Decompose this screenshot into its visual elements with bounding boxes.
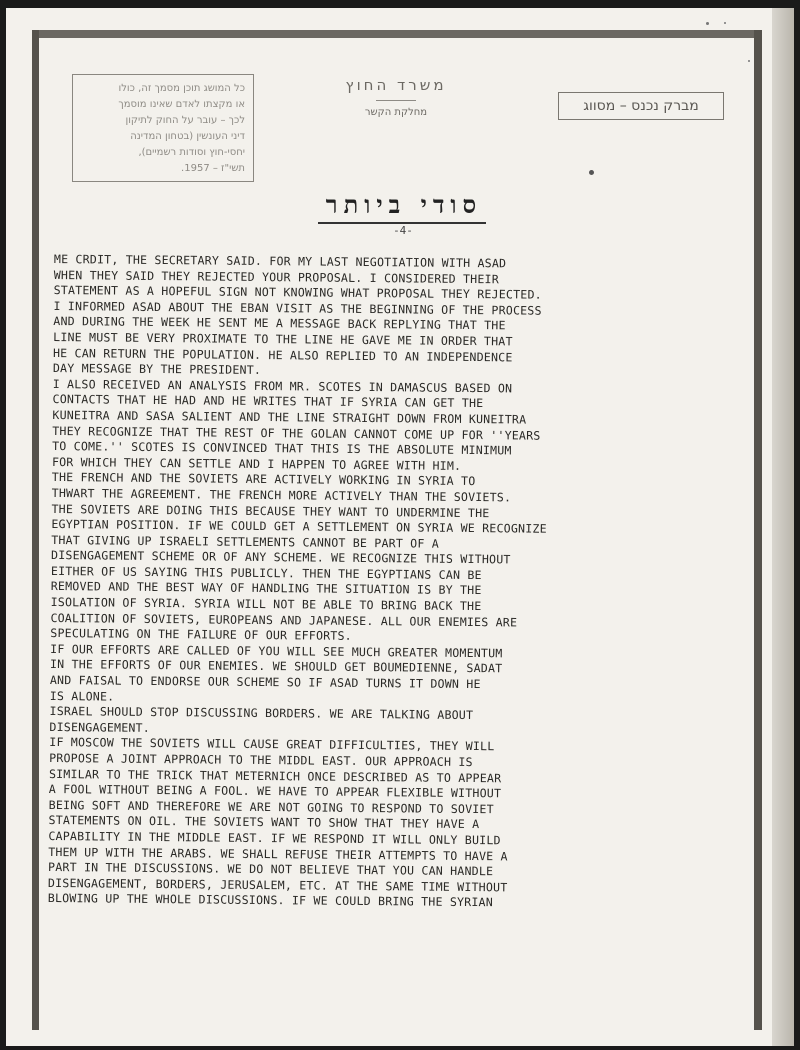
classification-heading: סודי ביותר xyxy=(325,190,483,219)
body-line: I ALSO RECEIVED AN ANALYSIS FROM MR. SCOTES IN DAMASCUS BASED ON xyxy=(52,376,513,396)
body-line: SIMILAR TO THE TRICK THAT METERNICH ONCE DESCRIBED AS TO APPEAR xyxy=(48,766,502,785)
body-line: REMOVED AND THE BEST WAY OF HANDLING THE SITUATION IS BY THE xyxy=(50,579,482,598)
stamp-line: דיני העונשין (בטחון המדינה xyxy=(130,131,245,142)
body-line: THEM UP WITH THE ARABS. WE SHALL REFUSE THEIR ATTEMPTS TO HAVE A xyxy=(48,844,508,863)
scan-speck xyxy=(748,60,750,62)
scan-speck xyxy=(706,22,709,25)
body-line: AND DURING THE WEEK HE SENT ME A MESSAGE BACK REPLYING THAT THE xyxy=(53,314,506,333)
stamp-line: יחסי-חוץ וסודות רשמיים), xyxy=(138,147,245,158)
body-line: FOR WHICH THEY CAN SETTLE AND I HAPPEN TO AGREE WITH HIM. xyxy=(51,454,462,473)
body-line: ISOLATION OF SYRIA. SYRIA WILL NOT BE ABLE TO BRING BACK THE xyxy=(50,595,482,614)
body-line: BEING SOFT AND THEREFORE WE ARE NOT GOING TO RESPOND TO SOVIET xyxy=(48,797,494,817)
letterhead-divider xyxy=(376,100,416,101)
legal-warning-stamp xyxy=(72,74,254,182)
document-page xyxy=(6,8,794,1046)
body-line: HE CAN RETURN THE POPULATION. HE ALSO REPLIED TO AN INDEPENDENCE xyxy=(52,345,513,364)
body-line: I INFORMED ASAD ABOUT THE EBAN VISIT AS THE BEGINNING OF THE PROCESS xyxy=(53,298,542,318)
body-line: AND FAISAL TO ENDORSE OUR SCHEME SO IF ASAD TURNS IT DOWN HE xyxy=(49,673,481,692)
stamp-line: תשי"ז – 1957. xyxy=(181,163,245,174)
body-line: DAY MESSAGE BY THE PRESIDENT. xyxy=(52,361,262,378)
page-edge xyxy=(772,8,794,1046)
body-line: STATEMENTS ON OIL. THE SOVIETS WANT TO SHOW THAT THEY HAVE A xyxy=(48,813,480,832)
page-number: -4- xyxy=(393,224,413,237)
stamp-line: או מקצתו לאדם שאינו מוסמך xyxy=(118,99,245,110)
body-line: DISENGAGEMENT SCHEME OR OF ANY SCHEME. WE RECOGNIZE THIS WITHOUT xyxy=(51,548,511,567)
telegram-type-label: מברק נכנס – מסווג xyxy=(558,92,724,120)
frame-left-border xyxy=(32,30,39,1030)
ministry-name: משרד החוץ xyxy=(345,76,447,94)
body-line: COALITION OF SOVIETS, EUROPEANS AND JAPANESE. ALL OUR ENEMIES ARE xyxy=(50,610,518,630)
body-line: ME CRDIT, THE SECRETARY SAID. FOR MY LAST NEGOTIATION WITH ASAD xyxy=(53,252,507,271)
body-line: THE FRENCH AND THE SOVIETS ARE ACTIVELY WORKING IN SYRIA TO xyxy=(51,470,476,489)
body-line: THE SOVIETS ARE DOING THIS BECAUSE THEY WANT TO UNDERMINE THE xyxy=(51,501,490,520)
telegram-body xyxy=(48,252,754,914)
body-line: IF OUR EFFORTS ARE CALLED OF YOU WILL SEE MUCH GREATER MOMENTUM xyxy=(50,641,503,661)
body-line: IS ALONE. xyxy=(49,688,115,704)
body-line: EITHER OF US SAYING THIS PUBLICLY. THEN THE EGYPTIANS CAN BE xyxy=(50,563,482,582)
scan-speck xyxy=(724,22,726,24)
body-line: CAPABILITY IN THE MIDDLE EAST. IF WE RESPOND IT WILL ONLY BUILD xyxy=(48,828,501,848)
body-line: ISRAEL SHOULD STOP DISCUSSING BORDERS. WE ARE TALKING ABOUT xyxy=(49,704,474,723)
body-line: TO COME.'' SCOTES IS CONVINCED THAT THIS IS THE ABSOLUTE MINIMUM xyxy=(52,439,512,458)
body-line: A FOOL WITHOUT BEING A FOOL. WE HAVE TO APPEAR FLEXIBLE WITHOUT xyxy=(48,782,502,801)
letterhead xyxy=(326,76,466,118)
body-line: THEY RECOGNIZE THAT THE REST OF THE GOLAN CANNOT COME UP FOR ''YEARS xyxy=(52,423,541,443)
body-line: EGYPTIAN POSITION. IF WE COULD GET A SETTLEMENT ON SYRIA WE RECOGNIZE xyxy=(51,517,547,536)
ministry-department: מחלקת הקשר xyxy=(364,107,428,118)
body-line: PROPOSE A JOINT APPROACH TO THE MIDDL EAST. OUR APPROACH IS xyxy=(49,750,473,770)
body-line: IF MOSCOW THE SOVIETS WILL CAUSE GREAT DIFFICULTIES, THEY WILL xyxy=(49,735,495,754)
stamp-line: כל המושג תוכן מסמך זה, כולו xyxy=(118,83,245,94)
body-line: WHEN THEY SAID THEY REJECTED YOUR PROPOSAL. I CONSIDERED THEIR xyxy=(53,267,500,286)
ink-dot xyxy=(589,170,594,175)
body-line: LINE MUST BE VERY PROXIMATE TO THE LINE HE GAVE ME IN ORDER THAT xyxy=(53,329,513,349)
body-line: CONTACTS THAT HE HAD AND HE WRITES THAT IF SYRIA CAN GET THE xyxy=(52,392,484,411)
stamp-line: לכך – עובר על החוק לתיקון xyxy=(125,115,245,126)
body-line: BLOWING UP THE WHOLE DISCUSSIONS. IF WE COULD BRING THE SYRIAN xyxy=(47,891,494,910)
body-line: DISENGAGEMENT, BORDERS, JERUSALEM, ETC. AT THE SAME TIME WITHOUT xyxy=(47,875,508,895)
body-line: KUNEITRA AND SASA SALIENT AND THE LINE STRAIGHT DOWN FROM KUNEITRA xyxy=(52,407,527,427)
frame-right-border xyxy=(754,30,762,1030)
frame-top-border xyxy=(32,30,762,38)
body-line: THWART THE AGREEMENT. THE FRENCH MORE ACTIVELY THAN THE SOVIETS. xyxy=(51,485,512,505)
body-line: SPECULATING ON THE FAILURE OF OUR EFFORTS. xyxy=(50,626,352,644)
body-line: PART IN THE DISCUSSIONS. WE DO NOT BELIEVE THAT YOU CAN HANDLE xyxy=(48,860,494,879)
body-line: STATEMENT AS A HOPEFUL SIGN NOT KNOWING WHAT PROPOSAL THEY REJECTED. xyxy=(53,283,542,302)
body-line: IN THE EFFORTS OF OUR ENEMIES. WE SHOULD GET BOUMEDIENNE, SADAT xyxy=(49,657,503,676)
body-line: THAT GIVING UP ISRAELI SETTLEMENTS CANNOT BE PART OF A xyxy=(51,532,440,551)
body-line: DISENGAGEMENT. xyxy=(49,719,151,735)
